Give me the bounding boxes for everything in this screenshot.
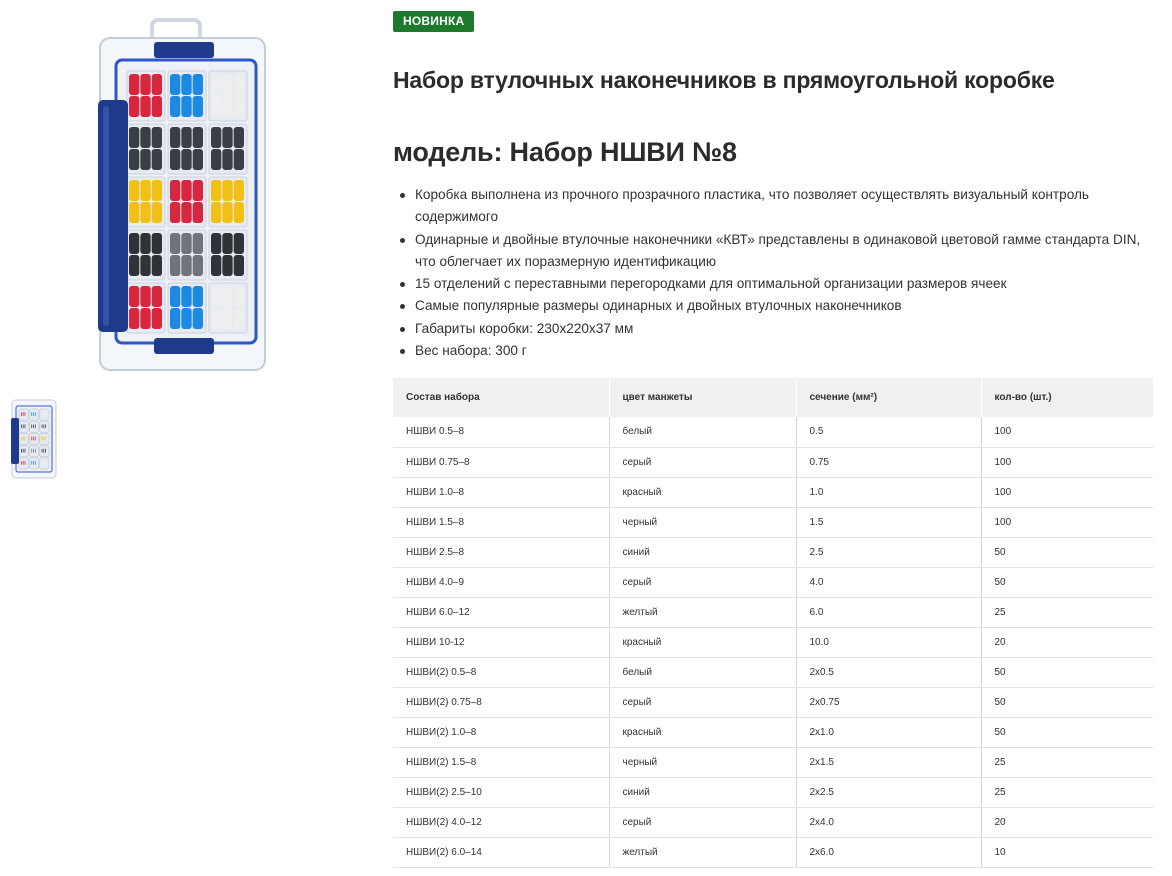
feature-item: Коробка выполнена из прочного прозрачного пластика, что позволяет осуществлять визуальный контроль содержимого [393,184,1153,229]
ferrule-cluster [170,233,180,254]
ferrule-cluster [181,286,191,307]
ferrule-cluster [181,74,191,95]
ferrule-cluster [129,149,139,170]
cell-section: 1.5 [796,507,981,537]
ferrule-cluster [181,180,191,201]
cell-color: белый [609,417,796,447]
ferrule-cluster [170,96,180,117]
ferrule-cluster [140,127,150,148]
cell-section: 10.0 [796,627,981,657]
ferrule-cluster [193,308,203,329]
ferrule-cluster [170,74,180,95]
ferrule-cluster [234,180,244,201]
ferrule-cluster [193,180,203,201]
table-row [393,627,1153,657]
table-row [393,417,1153,447]
ferrule-cluster [222,255,232,276]
cell-composition: НШВИ 0.75–8 [393,447,609,477]
ferrule-cluster [211,180,221,201]
cell-quantity: 50 [981,687,1153,717]
ferrule-cluster [170,149,180,170]
ferrule-cluster [170,308,180,329]
cell-composition: НШВИ(2) 2.5–10 [393,777,609,807]
cell-color: красный [609,627,796,657]
ferrule-cluster [193,255,203,276]
ferrule-cluster [222,74,232,95]
cell-section: 2.5 [796,537,981,567]
ferrule-cluster [170,180,180,201]
ferrule-cluster [211,74,221,95]
box-compartments [127,71,247,333]
header-quantity: кол-во (шт.) [981,378,1153,417]
ferrule-cluster [181,127,191,148]
feature-item: Самые популярные размеры одинарных и двойных втулочных наконечников [393,295,1153,317]
cell-quantity: 50 [981,567,1153,597]
table-row [393,597,1153,627]
table-header-row [393,378,1153,417]
ferrule-cluster [140,96,150,117]
ferrule-cluster [152,233,162,254]
ferrule-cluster [140,233,150,254]
ferrule-cluster [129,308,139,329]
cell-color: красный [609,477,796,507]
ferrule-cluster [181,202,191,223]
cell-composition: НШВИ 4.0–9 [393,567,609,597]
cell-section: 4.0 [796,567,981,597]
cell-section: 2х0.75 [796,687,981,717]
table-row [393,537,1153,567]
composition-table [393,378,1153,868]
ferrule-cluster [222,202,232,223]
ferrule-cluster [211,286,221,307]
cell-composition: НШВИ(2) 1.0–8 [393,717,609,747]
ferrule-cluster [152,127,162,148]
cell-quantity: 25 [981,597,1153,627]
cell-color: синий [609,777,796,807]
table-row [393,747,1153,777]
cell-quantity: 50 [981,537,1153,567]
product-main-image[interactable] [90,18,275,376]
feature-item: Габариты коробки: 230х220х37 мм [393,318,1153,340]
ferrule-cluster [193,96,203,117]
ferrule-cluster [193,286,203,307]
cell-color: черный [609,747,796,777]
cell-composition: НШВИ(2) 0.5–8 [393,657,609,687]
cell-section: 2х1.0 [796,717,981,747]
ferrule-cluster [222,233,232,254]
feature-item: 15 отделений с переставными перегородками для оптимальной организации размеров ячеек [393,273,1153,295]
ferrule-cluster [170,202,180,223]
product-gallery [0,0,380,876]
ferrule-cluster [222,149,232,170]
ferrule-cluster [234,255,244,276]
ferrule-cluster [234,96,244,117]
product-model: модель: Набор НШВИ №8 [393,137,737,167]
cell-composition: НШВИ 2.5–8 [393,537,609,567]
ferrule-cluster [211,149,221,170]
product-title: Набор втулочных наконечников в прямоугольной коробке [393,67,1055,93]
cell-composition: НШВИ 6.0–12 [393,597,609,627]
ferrule-cluster [234,202,244,223]
ferrule-cluster [181,308,191,329]
ferrule-cluster [140,286,150,307]
header-composition: Состав набора [393,378,609,417]
cell-section: 6.0 [796,597,981,627]
ferrule-cluster [211,308,221,329]
table-row [393,507,1153,537]
ferrule-cluster [152,202,162,223]
ferrule-cluster [129,202,139,223]
cell-section: 2х1.5 [796,747,981,777]
ferrule-cluster [234,74,244,95]
ferrule-cluster [152,286,162,307]
ferrule-cluster [222,286,232,307]
table-row [393,567,1153,597]
cell-section: 2х2.5 [796,777,981,807]
ferrule-cluster [129,127,139,148]
cell-color: серый [609,807,796,837]
header-color: цвет манжеты [609,378,796,417]
table-row [393,447,1153,477]
header-section: сечение (мм²) [796,378,981,417]
ferrule-cluster [222,96,232,117]
ferrule-cluster [152,308,162,329]
ferrule-cluster [140,308,150,329]
cell-quantity: 100 [981,417,1153,447]
cell-composition: НШВИ(2) 1.5–8 [393,747,609,777]
ferrule-cluster [211,127,221,148]
cell-quantity: 25 [981,747,1153,777]
cell-composition: НШВИ 0.5–8 [393,417,609,447]
ferrule-cluster [193,233,203,254]
ferrule-cluster [222,308,232,329]
cell-quantity: 100 [981,507,1153,537]
cell-composition: НШВИ 1.0–8 [393,477,609,507]
ferrule-cluster [152,180,162,201]
cell-section: 2х6.0 [796,837,981,867]
cell-quantity: 20 [981,627,1153,657]
cell-section: 1.0 [796,477,981,507]
table-row [393,657,1153,687]
feature-item: Одинарные и двойные втулочные наконечники «КВТ» представлены в одинаковой цветовой гамме стандарта DIN, что облегчает их поразмерную идентификацию [393,229,1153,274]
ferrule-cluster [129,255,139,276]
ferrule-cluster [193,127,203,148]
ferrule-cluster [193,74,203,95]
cell-composition: НШВИ(2) 6.0–14 [393,837,609,867]
ferrule-cluster [211,96,221,117]
ferrule-cluster [152,74,162,95]
cell-composition: НШВИ 1.5–8 [393,507,609,537]
cell-composition: НШВИ 10-12 [393,627,609,657]
cell-color: желтый [609,597,796,627]
table-row [393,837,1153,867]
ferrule-cluster [211,255,221,276]
feature-list [393,184,1153,362]
table-row [393,687,1153,717]
ferrule-cluster [140,202,150,223]
ferrule-cluster [181,96,191,117]
ferrule-cluster [140,180,150,201]
ferrule-cluster [152,96,162,117]
cell-color: серый [609,447,796,477]
new-badge: НОВИНКА [393,11,474,32]
ferrule-cluster [140,149,150,170]
ferrule-cluster [222,127,232,148]
ferrule-cluster [234,127,244,148]
cell-quantity: 20 [981,807,1153,837]
cell-quantity: 10 [981,837,1153,867]
ferrule-cluster [129,233,139,254]
table-row [393,807,1153,837]
cell-color: серый [609,567,796,597]
cell-color: белый [609,657,796,687]
ferrule-cluster [211,202,221,223]
cell-composition: НШВИ(2) 0.75–8 [393,687,609,717]
ferrule-cluster [193,202,203,223]
ferrule-cluster [170,127,180,148]
cell-quantity: 50 [981,717,1153,747]
cell-quantity: 25 [981,777,1153,807]
ferrule-cluster [222,180,232,201]
cell-color: черный [609,507,796,537]
cell-composition: НШВИ(2) 4.0–12 [393,807,609,837]
cell-quantity: 50 [981,657,1153,687]
cell-section: 2х4.0 [796,807,981,837]
feature-item: Вес набора: 300 г [393,340,1153,362]
ferrule-cluster [140,74,150,95]
ferrule-cluster [152,255,162,276]
ferrule-cluster [234,233,244,254]
cell-section: 0.75 [796,447,981,477]
ferrule-cluster [170,286,180,307]
ferrule-cluster [181,233,191,254]
cell-section: 2х0.5 [796,657,981,687]
table-body [393,417,1153,867]
ferrule-cluster [129,180,139,201]
ferrule-cluster [129,96,139,117]
cell-color: желтый [609,837,796,867]
cell-color: красный [609,717,796,747]
ferrule-cluster [181,149,191,170]
ferrule-cluster [234,308,244,329]
product-thumbnail[interactable] [10,398,58,480]
cell-quantity: 100 [981,447,1153,477]
cell-color: серый [609,687,796,717]
ferrule-cluster [129,74,139,95]
cell-color: синий [609,537,796,567]
ferrule-cluster [170,255,180,276]
ferrule-cluster [234,149,244,170]
ferrule-cluster [193,149,203,170]
ferrule-cluster [140,255,150,276]
table-row [393,717,1153,747]
ferrule-cluster [129,286,139,307]
table-row [393,777,1153,807]
cell-quantity: 100 [981,477,1153,507]
cell-section: 0.5 [796,417,981,447]
ferrule-cluster [152,149,162,170]
ferrule-cluster [211,233,221,254]
table-row [393,477,1153,507]
ferrule-cluster [234,286,244,307]
ferrule-cluster [181,255,191,276]
